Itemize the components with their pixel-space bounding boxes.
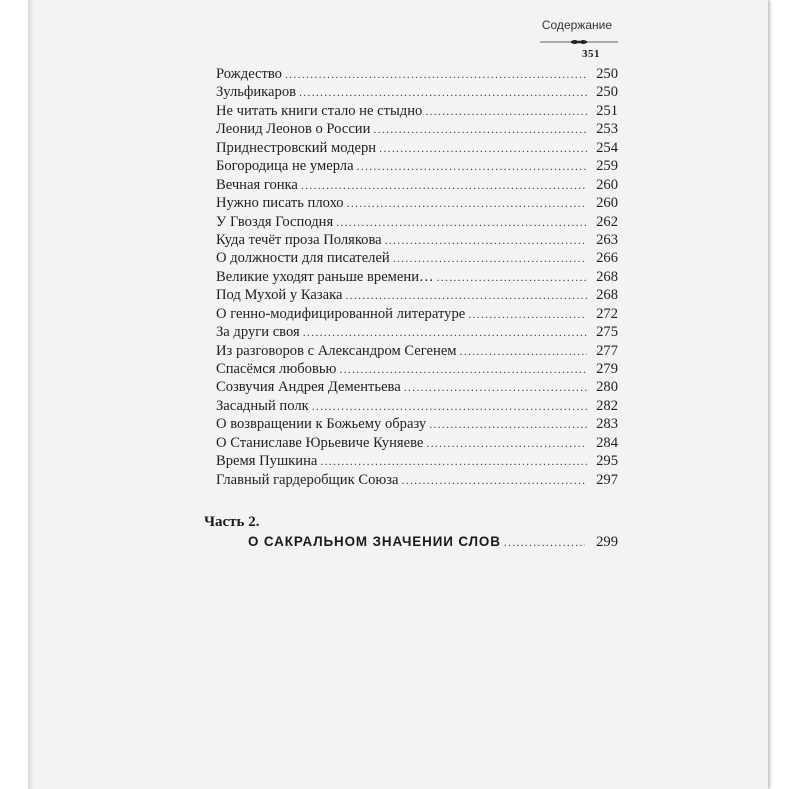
toc-entry [216, 177, 618, 195]
dot-leader [373, 122, 587, 137]
toc-entry [216, 379, 618, 397]
toc-entry-title: У Гвоздя Господня [216, 213, 334, 230]
toc-entry [216, 121, 618, 139]
toc-entry [216, 66, 618, 84]
toc-entry-page: 282 [596, 397, 618, 414]
toc-entry [216, 158, 618, 176]
dot-leader [299, 85, 587, 100]
toc-entry-page: 260 [596, 176, 618, 193]
running-title: Содержание [541, 18, 612, 32]
toc-entry-title: Богородица не умерла [216, 158, 354, 175]
toc-entry-title: Из разговоров с Александром Сегенем [216, 342, 457, 359]
toc-entry-page: 295 [596, 453, 618, 470]
toc-entry-title: О Станиславе Юрьевиче Куняеве [216, 434, 424, 451]
dot-leader [347, 196, 587, 211]
book-page [28, 0, 768, 789]
page-number: 351 [582, 48, 600, 60]
dot-leader [303, 325, 587, 340]
toc-entry [216, 103, 618, 121]
dot-leader [357, 159, 587, 174]
toc-entry-title: Засадный полк [216, 397, 309, 414]
toc-entry [216, 269, 618, 287]
toc-entry [216, 324, 618, 342]
toc-entry [216, 416, 618, 434]
dot-leader [429, 417, 587, 432]
toc-entry-title: За други своя [216, 324, 300, 341]
toc-entry-title: Не читать книги стало не стыдно [216, 102, 423, 119]
dot-leader [504, 535, 585, 550]
toc-entry-page: 253 [596, 121, 618, 138]
toc-entry-page: 284 [596, 434, 618, 451]
dot-leader [345, 288, 587, 303]
decorative-rule-ornament-icon [540, 37, 618, 47]
toc-entry [216, 232, 618, 250]
toc-entry-title: Спасёмся любовью [216, 361, 337, 377]
dot-leader [301, 178, 587, 193]
part-title: О САКРАЛЬНОМ ЗНАЧЕНИИ СЛОВ [248, 534, 501, 549]
toc-entry-title: Время Пушкина [216, 453, 318, 470]
dot-leader [404, 380, 587, 395]
toc-entry-page: 250 [596, 84, 618, 101]
toc-entry-title: Приднестровский модерн [216, 139, 377, 156]
toc-entry [216, 250, 618, 268]
toc-entry-page: 268 [596, 268, 618, 285]
toc-entry-page: 263 [596, 231, 618, 248]
toc-entry-page: 275 [596, 324, 618, 341]
toc-entry [216, 361, 618, 379]
dot-leader [285, 67, 587, 82]
toc-entry [216, 195, 618, 213]
toc-entry-title: О должности для писателей [216, 250, 390, 267]
dot-leader [393, 251, 587, 266]
toc-entry-title: Нужно писать плохо [216, 195, 344, 212]
toc-entry-title: Вечная гонка [216, 176, 298, 193]
part-label: Часть 2. [204, 514, 260, 530]
part-page-number: 299 [596, 534, 618, 550]
dot-leader [385, 233, 587, 248]
toc-entry-title: Рождество [216, 66, 282, 82]
toc-entry-page: 297 [596, 471, 618, 488]
toc-entry-title: Созвучия Андрея Дементьева [216, 379, 401, 396]
part-section [204, 514, 618, 556]
toc-entry [216, 472, 618, 490]
dot-leader [312, 399, 587, 414]
toc-entry-title: Главный гардеробщик Союза [216, 471, 399, 488]
toc-entry [216, 343, 618, 361]
toc-entry-page: 259 [596, 158, 618, 175]
toc-entry [216, 398, 618, 416]
toc-entry-page: 251 [596, 102, 618, 119]
toc-entry-title: Под Мухой у Казака [216, 287, 343, 304]
toc-entry-title: Великие уходят раньше времени… [216, 268, 434, 285]
toc-entry-page: 262 [596, 213, 618, 230]
dot-leader [468, 307, 587, 322]
dot-leader [336, 215, 587, 230]
toc-entry-page: 250 [596, 66, 618, 82]
toc-entry [216, 214, 618, 232]
dot-leader [425, 104, 587, 119]
toc-entry-page: 277 [596, 342, 618, 359]
toc-entry [216, 84, 618, 102]
toc-entry-page: 279 [596, 361, 618, 377]
toc-entry-title: Зульфикаров [216, 84, 297, 101]
toc-entry-page: 266 [596, 250, 618, 267]
toc-entry-page: 254 [596, 139, 618, 156]
toc-entry-page: 280 [596, 379, 618, 396]
dot-leader [339, 362, 587, 377]
dot-leader [426, 436, 587, 451]
part-entry [248, 534, 618, 556]
dot-leader [460, 344, 587, 359]
toc-entry-page: 283 [596, 416, 618, 433]
dot-leader [402, 473, 587, 488]
toc-entry [216, 287, 618, 305]
dot-leader [320, 454, 587, 469]
toc-entry-title: О генно-модифицированной литературе [216, 305, 466, 322]
dot-leader [379, 141, 587, 156]
toc-entry-title: О возвращении к Божьему образу [216, 416, 427, 433]
toc-entry-page: 260 [596, 195, 618, 212]
table-of-contents [216, 66, 618, 490]
dot-leader [437, 270, 587, 285]
toc-entry [216, 453, 618, 471]
toc-entry-title: Куда течёт проза Полякова [216, 231, 382, 248]
toc-entry-title: Леонид Леонов о России [216, 121, 371, 138]
toc-entry-page: 268 [596, 287, 618, 304]
toc-entry [216, 435, 618, 453]
toc-entry [216, 306, 618, 324]
toc-entry [216, 140, 618, 158]
toc-entry-page: 272 [596, 305, 618, 322]
